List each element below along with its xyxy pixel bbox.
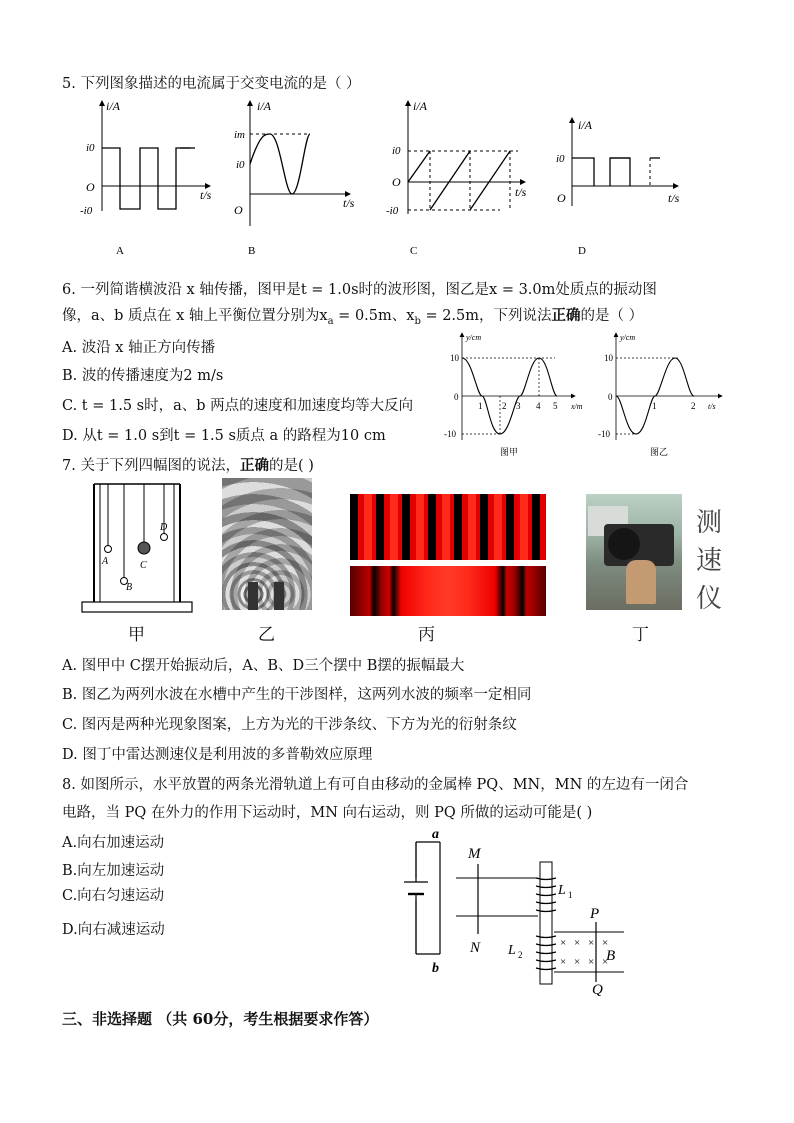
q5c-bottom: -i0: [386, 205, 399, 217]
q5-graph-a: [80, 99, 212, 257]
pend-d-label: D: [160, 522, 168, 533]
q7-fig-ding-radar: [586, 494, 682, 610]
svg-text:×: ×: [560, 956, 567, 968]
circuit-b: b: [432, 961, 439, 976]
svg-text:×: ×: [602, 956, 609, 968]
q7-option-a: A. 图甲中 C摆开始振动后，A、B、D三个摆中 B摆的振幅最大: [62, 658, 465, 674]
q6-option-b: B. 波的传播速度为2 m/s: [62, 368, 224, 384]
q5d-caption: D: [578, 245, 586, 257]
pend-c-label: C: [140, 560, 147, 571]
q6-stem-end: 的是（ ）: [580, 308, 644, 324]
q6-stem-part: 像，a、b 质点在 x 轴上平衡位置分别为x: [62, 308, 328, 324]
q5b-caption: B: [248, 245, 256, 257]
jia-tick-3: 3: [516, 401, 521, 411]
q7-stem-bold: 正确: [239, 457, 269, 474]
circuit-n: N: [470, 940, 481, 956]
q5a-x-label: t/s: [200, 188, 212, 202]
q5-graph-b: [234, 99, 355, 257]
q6-stem-line1: 6. 一列简谐横波沿 x 轴传播，图甲是t = 1.0s时的波形图，图乙是x = 3.0m处质点的振动图: [62, 282, 657, 298]
circuit-a: a: [432, 827, 439, 842]
q8-option-a: A.向右加速运动: [62, 835, 165, 851]
q5b-peak: im: [234, 129, 245, 141]
q5a-origin: O: [86, 180, 95, 194]
q5c-top: i0: [392, 145, 401, 157]
q8-stem-line2: 电路，当 PQ 在外力的作用下运动时，MN 向右运动，则 PQ 所做的运动可能是( ): [62, 805, 593, 821]
svg-text:×: ×: [574, 937, 581, 949]
q5c-x-label: t/s: [515, 185, 527, 199]
q7-option-d: D. 图丁中雷达测速仪是利用波的多普勒效应原理: [62, 747, 373, 763]
circuit-b-field: B: [606, 948, 616, 964]
yi-y-label: y/cm: [620, 333, 636, 342]
q5-stem: 5. 下列图象描述的电流属于交变电流的是（ ）: [62, 76, 361, 92]
jia-y-zero: 0: [454, 392, 459, 402]
q5b-origin: O: [234, 203, 243, 217]
q7-caption-jia: 甲: [128, 625, 145, 645]
q6-sub-b: b: [414, 315, 421, 327]
q7-fig-bing-interference: [350, 494, 546, 560]
yi-tick-1: 1: [652, 401, 657, 411]
q7-fig-jia-pendulums: [80, 480, 200, 615]
pend-b-label: B: [126, 582, 133, 593]
q6-option-c: C. t = 1.5 s时，a、b 两点的速度和加速度均等大反向: [62, 398, 414, 414]
q7-caption-yi: 乙: [258, 625, 275, 645]
pend-a-label: A: [102, 556, 109, 567]
q7-option-c: C. 图丙是两种光现象图案，上方为光的干涉条纹、下方为光的衍射条纹: [62, 717, 517, 733]
svg-text:×: ×: [588, 956, 595, 968]
q5b-y-label: i/A: [257, 99, 271, 113]
jia-y-label: y/cm: [466, 333, 482, 342]
jia-tick-2: 2: [502, 401, 507, 411]
q6-stem-part: = 0.5m、x: [333, 308, 415, 324]
q6-fig-jia: [444, 333, 583, 457]
q5c-y-label: i/A: [413, 99, 427, 113]
section3-title: 三、非选择题 （共 60分，考生根据要求作答）: [62, 1010, 379, 1028]
q7-stem: [62, 456, 314, 476]
circuit-l1: L: [558, 883, 566, 898]
q5b-mid: i0: [236, 159, 245, 171]
jia-tick-5: 5: [553, 401, 558, 411]
q6-stem-part: = 2.5m，下列说法: [420, 308, 552, 324]
q5-graph-c: [386, 99, 527, 257]
q6-stem-bold: 正确: [551, 307, 581, 324]
yi-tick-2: 2: [691, 401, 696, 411]
q5a-caption: A: [116, 245, 124, 257]
q7-speed-label-1: 测: [696, 508, 723, 538]
jia-y-top: 10: [450, 353, 459, 363]
yi-x-label: t/s: [708, 402, 716, 411]
jia-y-bottom: -10: [444, 429, 456, 439]
q6-figures: [440, 330, 730, 460]
circuit-l2-sub: 2: [518, 950, 523, 960]
svg-text:×: ×: [574, 956, 581, 968]
q5d-y-label: i/A: [578, 118, 592, 132]
circuit-l2: L: [508, 943, 516, 958]
q8-option-c: C.向右匀速运动: [62, 888, 165, 904]
q7-option-b: B. 图乙为两列水波在水槽中产生的干涉图样，这两列水波的频率一定相同: [62, 687, 532, 703]
q7-stem-end: 的是( ): [268, 458, 314, 474]
q7-caption-bing: 丙: [418, 625, 435, 645]
q5a-bottom: -i0: [80, 205, 93, 217]
q5d-top: i0: [556, 153, 565, 165]
circuit-q: Q: [592, 982, 603, 996]
svg-text:×: ×: [588, 937, 595, 949]
q6-stem-line2: [62, 306, 643, 332]
q5d-origin: O: [557, 191, 566, 205]
q8-option-d: D.向右减速运动: [62, 922, 165, 938]
q6-option-d: D. 从t = 1.0 s到t = 1.5 s质点 a 的路程为10 cm: [62, 428, 386, 444]
svg-text:×: ×: [602, 937, 609, 949]
q6-sub-a: a: [327, 315, 334, 327]
jia-tick-1: 1: [478, 401, 483, 411]
q5a-y-label: i/A: [106, 99, 120, 113]
q6-fig-yi: [598, 333, 722, 457]
q5-graphs: [60, 96, 720, 266]
q7-stem-part: 7. 关于下列四幅图的说法，: [62, 458, 240, 474]
q7-speed-label-3: 仪: [696, 584, 723, 614]
q7-caption-ding: 丁: [632, 625, 649, 645]
jia-caption: 图甲: [500, 447, 519, 457]
yi-caption: 图乙: [650, 447, 669, 457]
q5c-origin: O: [392, 175, 401, 189]
yi-y-bottom: -10: [598, 429, 610, 439]
q5-graph-d: [556, 118, 680, 257]
q7-fig-yi-ripples: [222, 478, 312, 610]
q5c-caption: C: [410, 245, 418, 257]
circuit-m: M: [468, 846, 481, 862]
q6-option-a: A. 波沿 x 轴正方向传播: [62, 340, 216, 356]
circuit-l1-sub: 1: [568, 890, 573, 900]
q8-circuit-diagram: [398, 826, 638, 996]
q8-option-b: B.向左加速运动: [62, 863, 165, 879]
svg-text:×: ×: [560, 937, 567, 949]
yi-y-top: 10: [604, 353, 613, 363]
q7-fig-bing-diffraction: [350, 566, 546, 616]
q5b-x-label: t/s: [343, 196, 355, 210]
circuit-p: P: [590, 906, 600, 922]
q7-speed-label-2: 速: [696, 546, 723, 576]
jia-x-label: x/m: [571, 402, 583, 411]
yi-y-zero: 0: [608, 392, 613, 402]
q5a-top: i0: [86, 142, 95, 154]
q5d-x-label: t/s: [668, 191, 680, 205]
q8-stem-line1: 8. 如图所示，水平放置的两条光滑轨道上有可自由移动的金属棒 PQ、MN，MN 的左边有一闭合: [62, 777, 689, 793]
jia-tick-4: 4: [536, 401, 541, 411]
